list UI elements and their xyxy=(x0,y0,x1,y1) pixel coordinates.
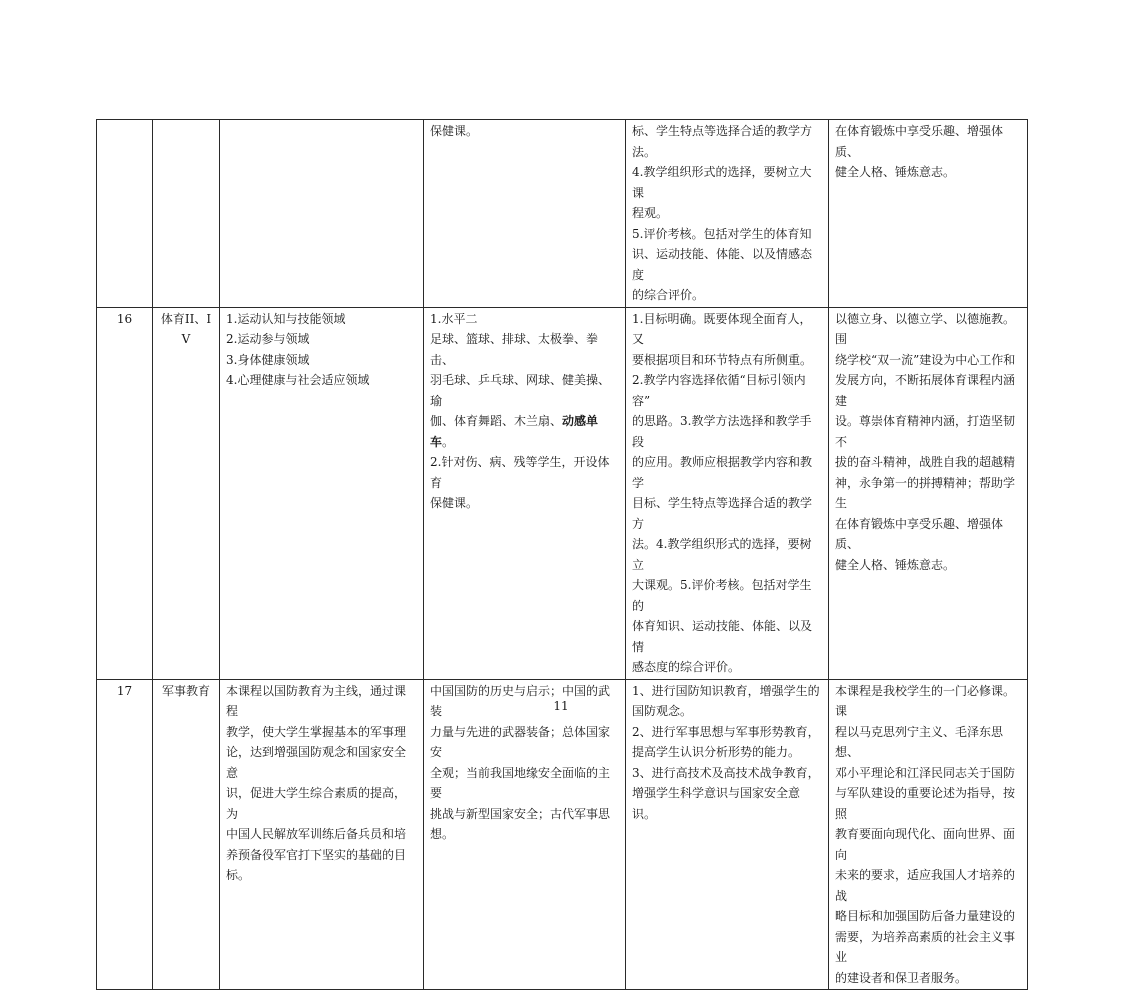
cell-line xyxy=(632,162,822,203)
text-span: 1.运动认知与技能领域 xyxy=(226,311,346,326)
cell-line xyxy=(835,350,1021,371)
text-span: 教学，使大学生掌握基本的军事理 xyxy=(226,724,407,739)
text-span: 。 xyxy=(442,434,455,449)
cell-line xyxy=(226,845,417,866)
cell-line xyxy=(430,722,619,763)
cell-line xyxy=(632,763,822,784)
cell-line xyxy=(430,370,619,411)
cell-line xyxy=(835,865,1021,906)
cell-line xyxy=(632,309,822,350)
cell-line xyxy=(632,657,822,678)
text-span: 略目标和加强国防后备力量建设的 xyxy=(835,909,1016,923)
table-row xyxy=(97,307,1028,679)
teaching-method-cell xyxy=(626,307,829,679)
cell-line xyxy=(835,783,1021,824)
text-span: 中国人民解放军训练后备兵员和培 xyxy=(226,827,407,841)
cell-line xyxy=(430,121,619,142)
cell-line xyxy=(226,742,417,783)
table-row xyxy=(97,120,1028,308)
cell-line xyxy=(632,452,822,493)
text-span: 动感单车 xyxy=(430,414,599,449)
text-span: 教育要面向现代化、面向世界、面向 xyxy=(835,827,1016,862)
cell-line xyxy=(835,763,1021,784)
text-span: 在体育锻炼中享受乐趣、增强体质、 xyxy=(835,516,1004,551)
course-content-cell xyxy=(424,120,626,308)
text-span: 要根据项目和环节特点有所侧重。 xyxy=(632,352,813,367)
text-span: 程以马克思列宁主义、毛泽东思想、 xyxy=(835,724,1004,759)
cell-line xyxy=(430,309,619,330)
cell-line xyxy=(226,722,417,743)
cell-line xyxy=(632,121,822,142)
cell-line xyxy=(835,473,1021,514)
text-span: 标。 xyxy=(226,868,251,882)
cell-line xyxy=(226,329,417,350)
text-span: 5.评价考核。包括对学生的体育知 xyxy=(632,226,812,241)
cell-line xyxy=(430,452,619,493)
cell-line xyxy=(835,927,1021,968)
text-span: 本课程是我校学生的一门必修课。课 xyxy=(835,683,1016,718)
text-span: 本课程以国防教育为主线，通过课程 xyxy=(226,683,407,718)
cell-line xyxy=(632,534,822,575)
cell-line xyxy=(226,824,417,845)
text-span: 在体育锻炼中享受乐趣、增强体质、 xyxy=(835,124,1004,159)
text-span: 3.身体健康领域 xyxy=(226,352,310,367)
text-span: 与军队建设的重要论述为指导，按照 xyxy=(835,786,1016,821)
text-span: 拔的奋斗精神，战胜自我的超越精 xyxy=(835,455,1016,469)
cell-line xyxy=(835,162,1021,183)
text-span: 健全人格、锤炼意志。 xyxy=(835,165,956,179)
text-span: 标、学生特点等选择合适的教学方 xyxy=(632,124,813,138)
text-span: 论，达到增强国防观念和国家安全意 xyxy=(226,745,407,780)
text-span: 养预备役军官打下坚实的基础的目 xyxy=(226,847,407,862)
cell-line xyxy=(632,616,822,657)
text-span: 3、进行高技术及高技术战争教育， xyxy=(632,765,820,780)
cell-line xyxy=(835,309,1021,350)
cell-line xyxy=(632,681,822,702)
cell-line xyxy=(835,514,1021,555)
text-span: 法。4.教学组织形式的选择，要树立 xyxy=(632,537,812,572)
text-span: 1.水平二 xyxy=(430,311,478,326)
cell-line xyxy=(632,783,822,824)
course-number-cell xyxy=(97,120,153,308)
cell-line xyxy=(430,411,619,452)
cell-line xyxy=(632,142,822,163)
course-objectives-cell xyxy=(220,120,424,308)
text-span: 足球、篮球、排球、太极拳、拳击、 xyxy=(430,332,599,367)
cell-line xyxy=(632,493,822,534)
text-span: 保健课。 xyxy=(430,124,479,138)
cell-line xyxy=(632,203,822,224)
cell-line xyxy=(835,722,1021,763)
cell-line xyxy=(632,722,822,743)
cell-line xyxy=(632,244,822,285)
cell-line xyxy=(835,968,1021,989)
course-name-cell: 军事教育 xyxy=(153,679,220,990)
text-span: 法。 xyxy=(632,144,657,159)
text-span: 力量与先进的武器装备；总体国家安 xyxy=(430,724,611,759)
cell-line xyxy=(632,742,822,763)
text-span: 增强学生科学意识与国家安全意识。 xyxy=(632,786,801,821)
text-span: 感态度的综合评价。 xyxy=(632,660,741,674)
text-span: 伽、体育舞蹈、木兰扇、 xyxy=(430,414,563,428)
text-span: 的思路。3.教学方法选择和教学手段 xyxy=(632,414,812,449)
cell-line xyxy=(835,906,1021,927)
text-span: 2.教学内容选择依循“目标引领内容” xyxy=(632,373,806,408)
cell-line xyxy=(430,804,619,825)
ideological-element-cell xyxy=(829,120,1028,308)
text-span: 羽毛球、乒乓球、网球、健美操、瑜 xyxy=(430,373,611,408)
table-row xyxy=(97,679,1028,990)
cell-line xyxy=(835,824,1021,865)
text-span: 全观；当前我国地缘安全面临的主要 xyxy=(430,765,611,800)
text-span: 大课观。5.评价考核。包括对学生的 xyxy=(632,578,812,613)
course-objectives-cell xyxy=(220,679,424,990)
cell-line xyxy=(835,452,1021,473)
course-table xyxy=(96,119,1028,990)
text-span: 保健课。 xyxy=(430,496,479,510)
course-content-cell xyxy=(424,307,626,679)
text-span: 邓小平理论和江泽民同志关于国防 xyxy=(835,765,1016,780)
cell-line xyxy=(226,783,417,824)
text-span: 提高学生认识分析形势的能力。 xyxy=(632,745,801,759)
text-span: 设。尊崇体育精神内涵，打造坚韧不 xyxy=(835,414,1016,449)
text-span: 程观。 xyxy=(632,206,669,220)
page-number: 11 xyxy=(553,699,569,713)
text-span: 2.运动参与领域 xyxy=(226,332,310,346)
cell-line xyxy=(226,370,417,391)
cell-line xyxy=(430,493,619,514)
course-number-cell: 17 xyxy=(97,679,153,990)
cell-line xyxy=(835,555,1021,576)
cell-line xyxy=(835,411,1021,452)
cell-line xyxy=(430,824,619,845)
text-span: 2、进行军事思想与军事形势教育， xyxy=(632,724,820,739)
text-span: 想。 xyxy=(430,827,455,841)
cell-line xyxy=(430,329,619,370)
cell-line xyxy=(632,370,822,411)
cell-line xyxy=(226,865,417,886)
text-span: 识、运动技能、体能、以及情感态度 xyxy=(632,247,813,282)
text-span: 的综合评价。 xyxy=(632,288,705,302)
text-span: 以德立身、以德立学、以德施教。围 xyxy=(835,311,1016,346)
cell-line xyxy=(632,350,822,371)
text-span: 未来的要求，适应我国人才培养的战 xyxy=(835,868,1016,903)
course-content-cell xyxy=(424,679,626,990)
text-span: 1.目标明确。既要体现全面育人，又 xyxy=(632,311,812,346)
text-span: 绕学校“双一流”建设为中心工作和 xyxy=(835,352,1016,367)
text-span: 1、进行国防知识教育，增强学生的 xyxy=(632,683,820,698)
text-span: 的建设者和保卫者服务。 xyxy=(835,970,968,985)
ideological-element-cell xyxy=(829,679,1028,990)
text-span: 目标、学生特点等选择合适的教学方 xyxy=(632,496,813,531)
text-span: 4.心理健康与社会适应领域 xyxy=(226,373,370,387)
text-span: 4.教学组织形式的选择，要树立大课 xyxy=(632,165,812,200)
cell-line xyxy=(430,763,619,804)
cell-line xyxy=(226,309,417,330)
teaching-method-cell xyxy=(626,679,829,990)
text-span: 体育知识、运动技能、体能、以及情 xyxy=(632,619,813,654)
text-span: 的应用。教师应根据教学内容和教学 xyxy=(632,455,813,490)
text-span: 需要，为培养高素质的社会主义事业 xyxy=(835,929,1016,964)
cell-line xyxy=(632,411,822,452)
cell-line xyxy=(632,285,822,306)
text-span: 神，永争第一的拼搏精神；帮助学生 xyxy=(835,475,1016,510)
cell-line xyxy=(632,224,822,245)
text-span: 国防观念。 xyxy=(632,704,693,718)
text-span: 中国国防的历史与启示；中国的武装 xyxy=(430,683,611,718)
text-span: 2.针对伤、病、残等学生，开设体育 xyxy=(430,455,610,490)
cell-line xyxy=(835,121,1021,162)
text-span: 识，促进大学生综合素质的提高，为 xyxy=(226,786,407,821)
text-span: 发展方向，不断拓展体育课程内涵建 xyxy=(835,373,1016,408)
course-number-cell: 16 xyxy=(97,307,153,679)
course-objectives-cell xyxy=(220,307,424,679)
text-span: 挑战与新型国家安全；古代军事思 xyxy=(430,806,611,821)
text-span: 健全人格、锤炼意志。 xyxy=(835,557,956,572)
teaching-method-cell xyxy=(626,120,829,308)
cell-line xyxy=(835,370,1021,411)
course-name-cell xyxy=(153,120,220,308)
cell-line xyxy=(632,575,822,616)
cell-line xyxy=(226,350,417,371)
course-name-cell: 体育II、IV xyxy=(153,307,220,679)
ideological-element-cell xyxy=(829,307,1028,679)
